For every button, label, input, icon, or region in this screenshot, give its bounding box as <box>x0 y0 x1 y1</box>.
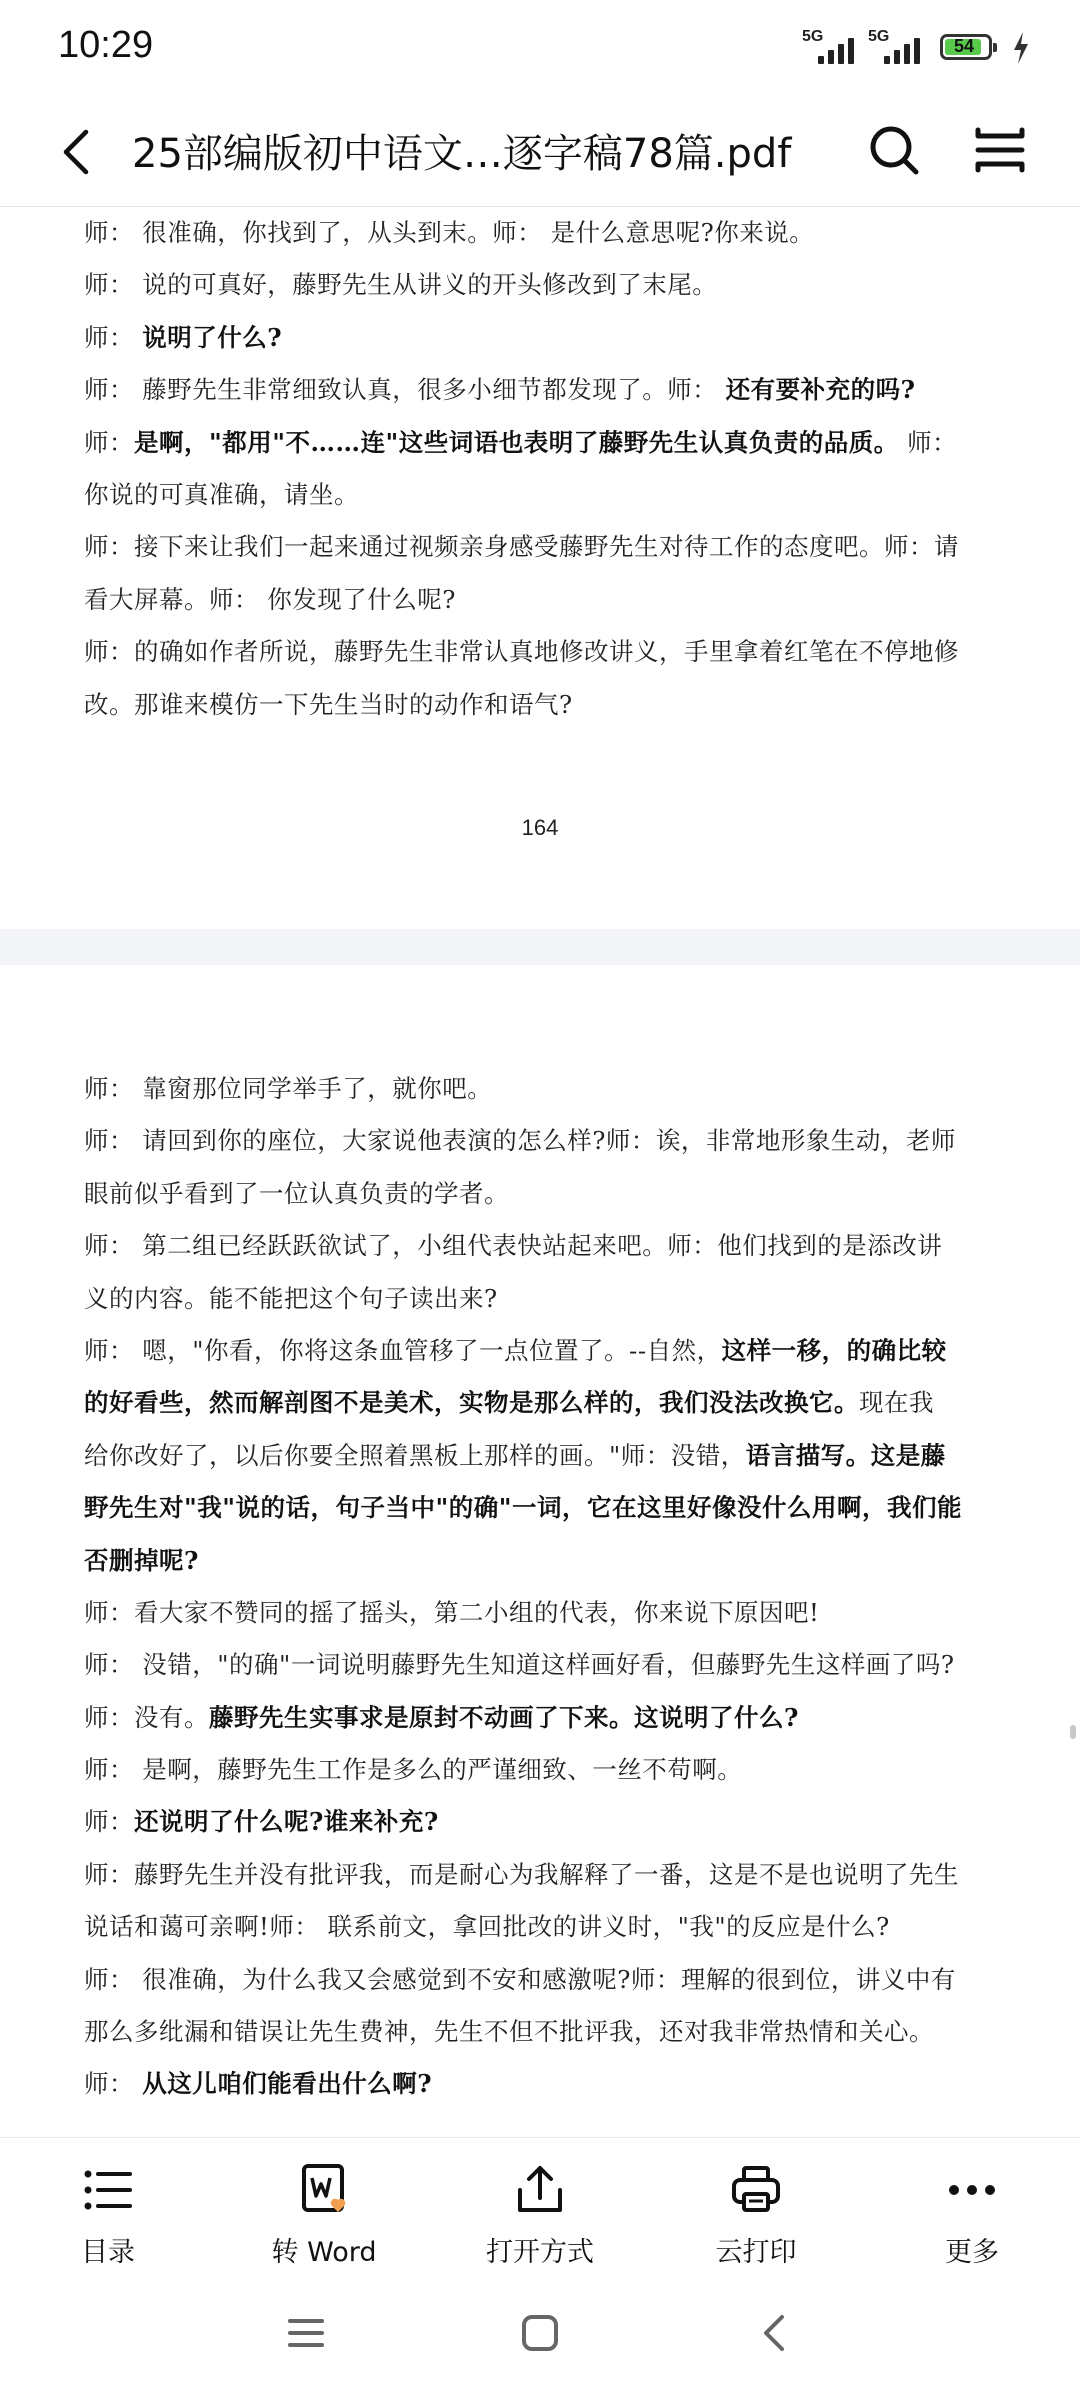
open-with-button[interactable]: 打开方式 <box>432 2138 648 2278</box>
text-line <box>84 1377 1014 1429</box>
bold-text-run: 语言描写。这是藤 <box>745 1440 946 1470</box>
text-run: 师： 靠窗那位同学举手了，就你吧。 <box>84 1074 493 1103</box>
text-line <box>84 1325 1014 1377</box>
text-line <box>84 1796 1014 1848</box>
bold-text-run: 是啊，"都用"不……连"这些词语也表明了藤野先生认真负责的品质。 <box>134 427 899 457</box>
recent-apps-icon[interactable] <box>282 2309 330 2357</box>
bold-text-run: 否删掉呢? <box>84 1545 199 1575</box>
page-number: 164 <box>521 815 559 840</box>
text-run: 师：看大家不赞同的摇了摇头，第二小组的代表，你来说下原因吧! <box>84 1597 820 1627</box>
cloud-print-button[interactable]: 云打印 <box>648 2138 864 2278</box>
text-run: 给你改好了，以后你要全照着黑板上那样的画。"师：没错， <box>84 1440 746 1470</box>
text-run: 师：的确如作者所说，藤野先生非常认真地修改讲义，手里拿着红笔在不停地修 <box>84 637 959 667</box>
list-icon <box>78 2160 138 2220</box>
word-convert-icon <box>294 2160 354 2220</box>
text-run: 师：接下来让我们一起来通过视频亲身感受藤野先生对待工作的态度吧。师：请 <box>84 532 959 562</box>
text-run: 师： <box>84 322 143 352</box>
text-line <box>84 417 1014 469</box>
text-run: 师： 请回到你的座位，大家说他表演的怎么样?师：诶，非常地形象生动，老师 <box>84 1126 956 1156</box>
text-line <box>84 207 1014 259</box>
text-line <box>84 1692 1014 1744</box>
text-line <box>84 259 1014 311</box>
text-line <box>84 574 1014 626</box>
page-separator <box>0 929 1080 965</box>
share-icon <box>510 2160 570 2220</box>
scroll-indicator[interactable] <box>1070 1725 1076 1739</box>
text-line <box>84 1220 1014 1272</box>
text-run: 说话和蔼可亲啊!师： 联系前文，拿回批改的讲义时，"我"的反应是什么? <box>84 1912 890 1942</box>
text-run: 师： 第二组已经跃跃欲试了，小组代表快站起来吧。师：他们找到的是添改讲 <box>84 1231 943 1261</box>
text-line <box>84 1063 1014 1115</box>
text-line <box>84 364 1014 416</box>
bold-text-run: 藤野先生实事求是原封不动画了下来。这说明了什么? <box>209 1702 799 1732</box>
toc-button[interactable]: 目录 <box>0 2138 216 2278</box>
pdf-page <box>0 207 1080 929</box>
text-line <box>84 1849 1014 1901</box>
text-run: 改。那谁来模仿一下先生当时的动作和语气? <box>84 689 573 719</box>
text-run: 师： <box>84 1807 134 1837</box>
back-icon[interactable] <box>752 2309 800 2357</box>
menu-icon[interactable] <box>972 122 1028 178</box>
text-run: 师： 很准确，为什么我又会感觉到不安和感激呢?师：理解的很到位，讲义中有 <box>84 1964 956 1994</box>
text-run: 你说的可真准确，请坐。 <box>84 479 359 509</box>
text-line <box>84 1587 1014 1639</box>
text-line <box>84 1115 1014 1167</box>
text-run: 师： <box>84 427 134 457</box>
bold-text-run: 说明了什么? <box>142 322 283 352</box>
text-line <box>84 1168 1014 1220</box>
clock: 10:29 <box>58 24 154 66</box>
text-run: 师：没有。 <box>84 1702 209 1732</box>
text-run: 眼前似乎看到了一位认真负责的学者。 <box>84 1178 509 1208</box>
text-run: 师： 嗯，"你看，你将这条血管移了一点位置了。--自然， <box>84 1335 722 1365</box>
text-line <box>84 1535 1014 1587</box>
text-run: 师： 是啊，藤野先生工作是多么的严谨细致、一丝不苟啊。 <box>84 1755 743 1785</box>
chevron-left-icon[interactable] <box>54 126 104 178</box>
text-line <box>84 1273 1014 1325</box>
text-line <box>84 312 1014 364</box>
bold-text-run: 这样一移，的确比较 <box>721 1335 947 1365</box>
pdf-viewer[interactable] <box>0 207 1080 2137</box>
text-line <box>84 2006 1014 2058</box>
text-line <box>84 1639 1014 1691</box>
search-icon[interactable] <box>866 122 922 178</box>
text-run: 师： 很准确，你找到了，从头到末。师： 是什么意思呢?你来说。 <box>84 218 815 247</box>
text-run: 师： <box>898 427 958 457</box>
bold-text-run: 还有要补充的吗? <box>725 375 916 405</box>
text-run: 师： 说的可真好，藤野先生从讲义的开头修改到了末尾。 <box>84 270 718 300</box>
text-line <box>84 1430 1014 1482</box>
printer-icon <box>726 2160 786 2220</box>
text-line <box>84 521 1014 573</box>
bold-text-run: 的好看些，然而解剖图不是美术，实物是那么样的，我们没法改换它。 <box>84 1388 859 1418</box>
signal-icon-1: 5G <box>802 32 854 64</box>
document-title: 25部编版初中语文…逐字稿78篇.pdf <box>132 131 792 177</box>
home-icon[interactable] <box>516 2309 564 2357</box>
document-header <box>0 100 1080 207</box>
more-button[interactable]: 更多 <box>864 2138 1080 2278</box>
more-icon <box>942 2160 1002 2220</box>
text-line <box>84 626 1014 678</box>
text-run: 师：藤野先生并没有批评我，而是耐心为我解释了一番，这是不是也说明了先生 <box>84 1859 959 1889</box>
bottom-toolbar <box>0 2137 1080 2278</box>
convert-word-button[interactable]: 转 Word <box>216 2138 432 2278</box>
text-line <box>84 679 1014 731</box>
bold-text-run: 野先生对"我"说的话，句子当中"的确"一词，它在这里好像没什么用啊，我们能 <box>84 1493 963 1523</box>
text-run: 看大屏幕。师： 你发现了什么呢? <box>84 584 456 614</box>
text-line <box>84 1901 1014 1953</box>
battery-icon: 54 <box>940 34 992 60</box>
text-line <box>84 1744 1014 1796</box>
bold-text-run: 还说明了什么呢?谁来补充? <box>134 1807 439 1837</box>
text-run: 师： <box>84 2069 143 2099</box>
text-run: 那么多纰漏和错误让先生费神，先生不但不批评我，还对我非常热情和关心。 <box>84 2017 934 2047</box>
text-line <box>84 1482 1014 1534</box>
text-run: 师： 没错，"的确"一词说明藤野先生知道这样画好看，但藤野先生这样画了吗? <box>84 1650 955 1680</box>
page-text <box>84 1063 1014 2111</box>
text-line <box>84 1954 1014 2006</box>
text-line <box>84 2058 1014 2110</box>
bold-text-run: 从这儿咱们能看出什么啊? <box>142 2069 433 2099</box>
system-navigation-bar <box>0 2277 1080 2401</box>
page-text <box>84 207 1014 731</box>
signal-icon-2: 5G <box>868 32 920 64</box>
pdf-page <box>0 965 1080 2137</box>
text-run: 义的内容。能不能把这个句子读出来? <box>84 1283 498 1313</box>
text-line <box>84 469 1014 521</box>
bolt-icon <box>1010 30 1032 66</box>
text-run: 师： 藤野先生非常细致认真，很多小细节都发现了。师： <box>84 375 726 405</box>
status-bar <box>0 0 1080 100</box>
text-run: 现在我 <box>859 1388 934 1418</box>
